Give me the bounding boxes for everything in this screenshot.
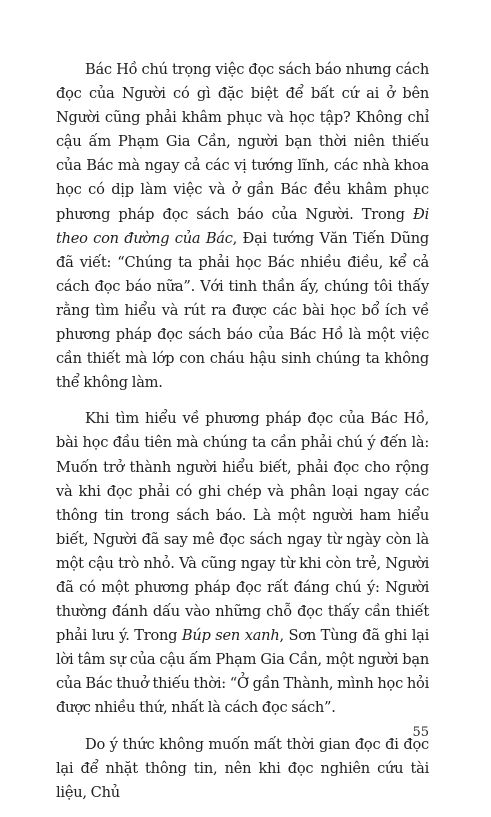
paragraph-2-part-1: Khi tìm hiểu về phương pháp đọc của Bác Hồ, bài học đầu tiên mà chúng ta cần phải chú ý đến là: Muốn trở thành người hiểu biết, phải đọc cho rộng và khi đọc phải có ghi chép và phân loại ngay các thông tin trong sách báo. Là một người ham hiểu biết, Người đã say mê đọc sách ngay từ ngày còn là một cậu trò nhỏ. Và cũng ngay từ khi còn trẻ, Người đã có một phương pháp đọc rất đáng chú ý: Người thường đánh dấu vào những chỗ đọc thấy cần thiết phải lưu ý. Trong bbox=[56, 410, 429, 645]
paragraph-3 bbox=[56, 733, 429, 805]
paragraph-1-part-3: , Đại tướng Văn Tiến Dũng đã viết: “Chúng ta phải học Bác nhiều điều, kể cả cách đọc báo nữa”. Với tinh thần ấy, chúng tôi thấy rằng tìm hiểu và rút ra được các bài học bổ ích về phương pháp đọc sách báo của Bác Hồ là một việc cần thiết mà lớp con cháu hậu sinh chúng ta không thể không làm. bbox=[56, 229, 429, 392]
book-title-bup-sen-xanh: Búp sen xanh bbox=[181, 627, 280, 645]
paragraph-2 bbox=[56, 407, 429, 720]
page-number: 55 bbox=[412, 725, 429, 740]
paragraph-2-part-3: , Sơn Tùng đã ghi lại lời tâm sự của cậu ấm Phạm Gia Cần, một người bạn của Bác thuở thiếu thời: “Ở gần Thành, mình học hỏi được nhiều thứ, nhất là cách đọc sách”. bbox=[56, 627, 429, 717]
book-page-text bbox=[56, 58, 429, 817]
paragraph-1 bbox=[56, 58, 429, 395]
paragraph-1-part-1: Bác Hồ chú trọng việc đọc sách báo nhưng cách đọc của Người có gì đặc biệt để bất cứ ai ở bên Người cũng phải khâm phục và học tập? Không chỉ cậu ấm Phạm Gia Cần, người bạn thời niên thiếu của Bác mà ngay cả các vị tướng lĩnh, các nhà khoa học có dịp làm việc và ở gần Bác đều khâm phục phương pháp đọc sách báo của Người. Trong bbox=[56, 61, 429, 223]
book-title-di-theo-con-duong-cua-bac: Đi theo con đường của Bác bbox=[56, 205, 429, 247]
paragraph-3-part-1: Do ý thức không muốn mất thời gian đọc đi đọc lại để nhặt thông tin, nên khi đọc nghiên cứu tài liệu, Chủ bbox=[56, 735, 429, 801]
